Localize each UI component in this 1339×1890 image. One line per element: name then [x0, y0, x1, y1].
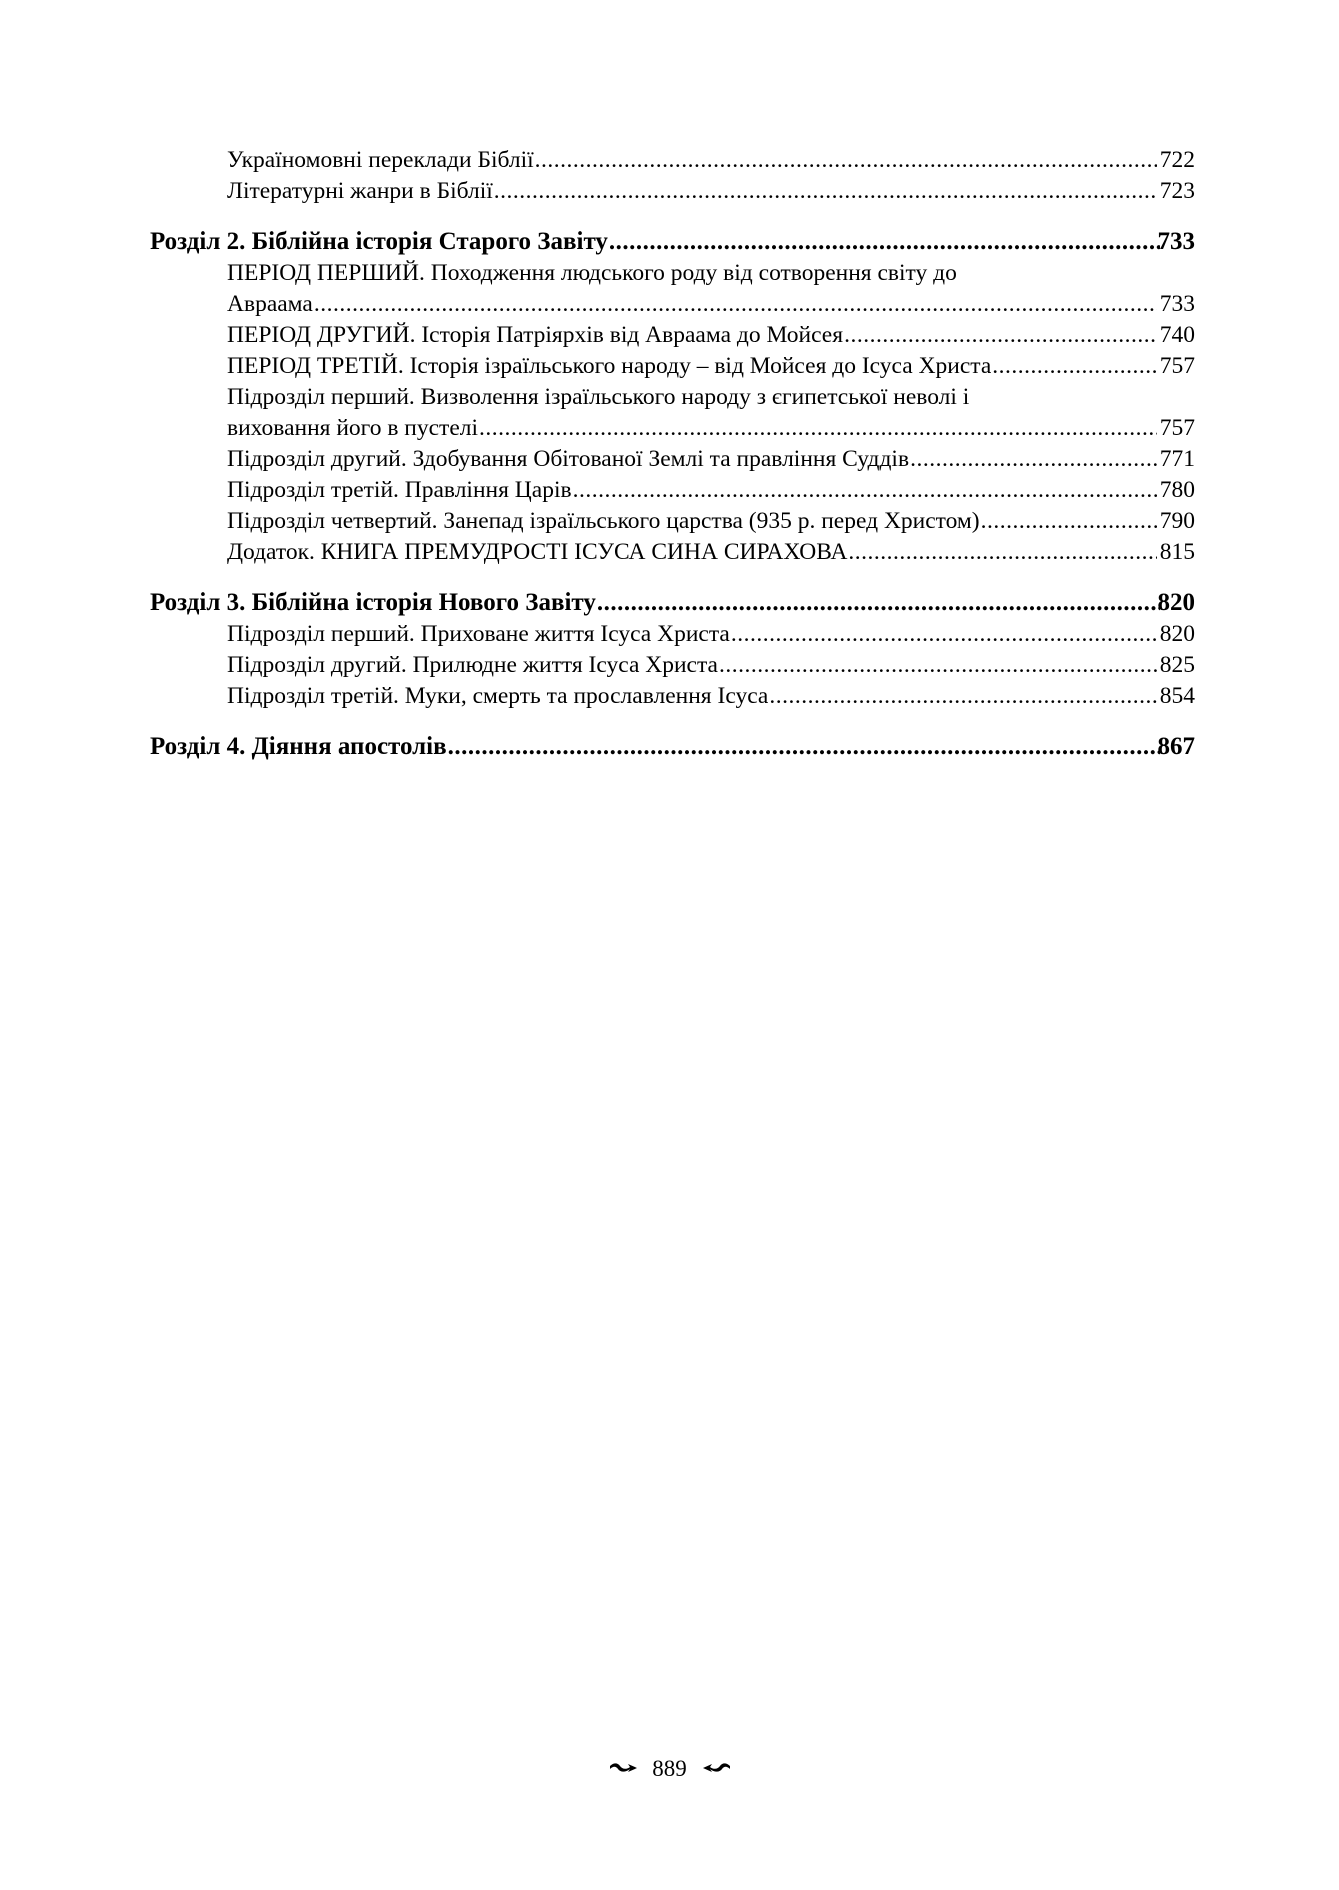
dot-leader: [314, 289, 1157, 320]
toc-entry[interactable]: [150, 176, 1195, 207]
toc-entry[interactable]: [150, 506, 1195, 537]
dot-leader: [573, 475, 1157, 506]
toc-entry-page: 780: [1159, 477, 1195, 503]
fleuron-left-icon: [609, 1754, 639, 1784]
chapter-page: 820: [1157, 589, 1195, 616]
page-footer: [0, 1752, 1339, 1784]
toc-entry-title: ПЕРІОД ДРУГИЙ. Історія Патріярхів від Авраама до Мойсея: [227, 322, 844, 348]
toc-entry[interactable]: [150, 537, 1195, 568]
dot-leader: [609, 225, 1160, 258]
toc-entry-page: 722: [1159, 147, 1195, 173]
chapter-title: Розділ 2. Біблійна історія Старого Завіту: [150, 228, 608, 255]
dot-leader: [448, 730, 1160, 763]
toc-entry-title: ПЕРІОД ТРЕТІЙ. Історія ізраїльського народу – від Мойсея до Ісуса Христа: [227, 353, 992, 379]
dot-leader: [719, 650, 1157, 681]
toc-entry[interactable]: [150, 320, 1195, 351]
toc-entry-page: 757: [1159, 353, 1195, 379]
toc-entry-title: Підрозділ перший. Приховане життя Ісуса Христа: [227, 621, 730, 647]
toc-entry-page: 820: [1159, 621, 1195, 647]
dot-leader: [910, 444, 1157, 475]
toc-entry[interactable]: [150, 681, 1195, 712]
table-of-contents: [150, 145, 1195, 763]
toc-entry-page: 825: [1159, 652, 1195, 678]
dot-leader: [844, 320, 1157, 351]
toc-chapter-4[interactable]: [150, 730, 1195, 763]
toc-entry-title: Україномовні переклади Біблії: [227, 147, 534, 173]
toc-entry-title: Додаток. КНИГА ПРЕМУДРОСТІ ІСУСА СИНА СИРАХОВА: [227, 539, 848, 565]
toc-entry[interactable]: [150, 444, 1195, 475]
toc-entry-page: 740: [1159, 322, 1195, 348]
toc-entry-title-line1[interactable]: Підрозділ перший. Визволення ізраїльського народу з єгипетської неволі і: [227, 384, 970, 410]
toc-entry-page: 733: [1159, 291, 1195, 317]
toc-entry-title: Підрозділ другий. Прилюдне життя Ісуса Христа: [227, 652, 718, 678]
toc-entry-page: 757: [1159, 415, 1195, 441]
toc-entry[interactable]: [150, 475, 1195, 506]
dot-leader: [731, 619, 1157, 650]
toc-entry-title-line2: виховання його в пустелі: [227, 415, 479, 441]
dot-leader: [597, 586, 1160, 619]
dot-leader: [769, 681, 1156, 712]
chapter-page: 733: [1157, 228, 1195, 255]
dot-leader: [479, 413, 1157, 444]
fleuron-right-icon: [701, 1754, 731, 1784]
toc-entry-page: 771: [1159, 446, 1195, 472]
toc-entry-page: 723: [1159, 178, 1195, 204]
toc-entry[interactable]: [150, 650, 1195, 681]
dot-leader: [992, 351, 1156, 382]
chapter-title: Розділ 3. Біблійна історія Нового Завіту: [150, 589, 596, 616]
dot-leader: [981, 506, 1157, 537]
toc-entry-title-line1[interactable]: ПЕРІОД ПЕРШИЙ. Походження людського роду від сотворення світу до: [227, 260, 957, 286]
toc-entry-title: Підрозділ третій. Муки, смерть та прославлення Ісуса: [227, 683, 769, 709]
dot-leader: [494, 176, 1157, 207]
toc-entry-title: Підрозділ четвертий. Занепад ізраїльського царства (935 р. перед Христом): [227, 508, 980, 534]
page-number: 889: [652, 1755, 687, 1781]
toc-entry-title: Підрозділ другий. Здобування Обітованої Землі та правління Суддів: [227, 446, 910, 472]
toc-chapter-3[interactable]: [150, 586, 1195, 619]
toc-entry-page: 815: [1159, 539, 1195, 565]
toc-entry[interactable]: [150, 351, 1195, 382]
toc-entry-title: Літературні жанри в Біблії: [227, 178, 493, 204]
toc-entry-page: 854: [1159, 683, 1195, 709]
dot-leader: [535, 145, 1157, 176]
toc-entry-title: Підрозділ третій. Правління Царів: [227, 477, 572, 503]
toc-entry[interactable]: [150, 413, 1195, 444]
toc-entry[interactable]: [150, 619, 1195, 650]
toc-entry[interactable]: [150, 145, 1195, 176]
toc-entry[interactable]: [150, 289, 1195, 320]
chapter-page: 867: [1157, 733, 1195, 760]
toc-entry-page: 790: [1159, 508, 1195, 534]
toc-chapter-2[interactable]: [150, 225, 1195, 258]
chapter-title: Розділ 4. Діяння апостолів: [150, 733, 447, 760]
toc-entry-title-line2: Авраама: [227, 291, 313, 317]
dot-leader: [848, 537, 1156, 568]
